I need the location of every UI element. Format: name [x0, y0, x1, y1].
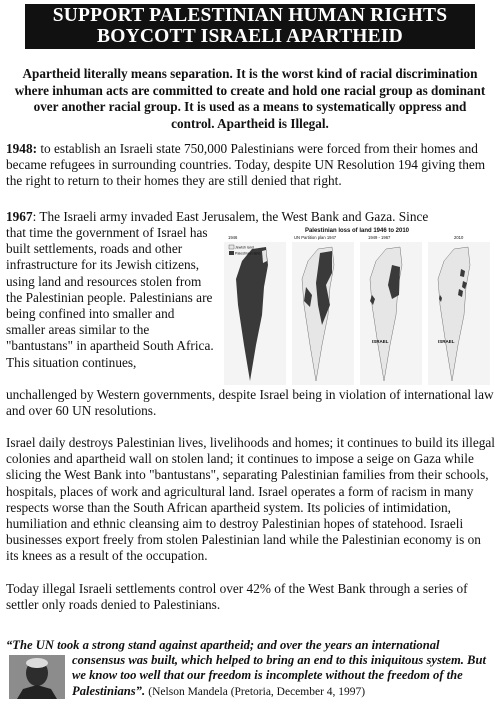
- map-title: Palestinian loss of land 1946 to 2010: [304, 228, 410, 234]
- headline-line-2: BOYCOTT ISRAELI APARTHEID: [97, 26, 403, 47]
- map-panel-2010: [428, 242, 490, 385]
- paragraph-1948-text: to establish an Israeli state 750,000 Palestinians were forced from their homes and became refugees in surrounding countries. Today, despite UN Resolution 194 giving them the right to return to their homes they are still denied that right.: [6, 141, 486, 189]
- map-period-2: UN Partition plan 1947: [294, 235, 337, 240]
- map-panel-1946: [224, 242, 286, 385]
- headline-line-1: SUPPORT PALESTINIAN HUMAN RIGHTS: [52, 5, 448, 26]
- apartheid-definition: Apartheid literally means separation. It is the worst kind of racial discrimination where inhuman acts are committed to create and hold one racial group as dominant over another racial group. It is used as a means to systematically oppress and control. Apartheid is Illegal.: [14, 66, 486, 131]
- paragraph-1967-rest: unchallenged by Western governments, despite Israel being in violation of international law and over 60 UN resolutions.: [6, 387, 494, 419]
- map-panel-1947: [292, 242, 354, 385]
- paragraph-settlements: Today illegal Israeli settlements control over 42% of the West Bank through a series of settler only roads denied to Palestinians.: [6, 581, 468, 613]
- map-legend-jewish: Jewish land: [235, 245, 254, 250]
- paragraph-israel-daily: Israel daily destroys Palestinian lives, livelihoods and homes; it continues to build its illegal colonies and apartheid wall on stolen land; it continues to impose a seige on Gaza while slicing the West Bank into "bantustans", separating Palestinian families from their schools, hospitals, places of work and agricultural land. Israel operates a form of racism in many respects worse than the South African apartheid system. Its policies of intimidation, humiliation and ethnic cleansing aim to destroy Palestinian hopes of statehood. Israeli businesses export freely from stolen Palestinian land while the Palestinian economy is on its knees as a result of the occupation.: [6, 435, 495, 564]
- map-panel-1949-1967: [360, 242, 422, 385]
- paragraph-1967-first-line: [6, 209, 496, 225]
- year-1967: 1967: [6, 209, 33, 224]
- mandela-citation: (Nelson Mandela (Pretoria, December 4, 1997): [148, 685, 366, 698]
- portrait-icon: [9, 655, 65, 699]
- mandela-quote-text: consensus was built, which helped to bring an end to this iniquitous system. But we know too well that our freedom is incomplete without the freedom of the Palestinians”.: [72, 653, 486, 698]
- map-label-israel-2: ISRAEL: [438, 339, 455, 344]
- map-period-4: 2010: [454, 235, 464, 240]
- mandela-photo: [9, 655, 65, 699]
- land-loss-map: [222, 225, 492, 387]
- headline-banner: [25, 4, 475, 49]
- map-legend-palestinian: Palestinian land: [235, 251, 261, 256]
- paragraph-1967-wrapped: that time the government of Israel has built settlements, roads and other infrastructure for its Jewish citizens, using land and resources stolen from the Palestinian people. Palestinians are being confined into smaller and smaller areas similar to the "bantustans" in apartheid South Africa. This situation continues,: [6, 225, 214, 370]
- map-label-israel-1: ISRAEL: [372, 339, 389, 344]
- mandela-quote-rest: [72, 653, 497, 700]
- map-period-1: 1946: [228, 235, 238, 240]
- year-1948: 1948:: [6, 141, 38, 156]
- paragraph-1967-first-text: : The Israeli army invaded East Jerusalem, the West Bank and Gaza. Since: [32, 209, 429, 224]
- mandela-quote-line-1: “The UN took a strong stand against apartheid; and over the years an international: [6, 638, 440, 652]
- map-period-3: 1949 - 1967: [368, 235, 391, 240]
- paragraph-1948: [6, 141, 496, 190]
